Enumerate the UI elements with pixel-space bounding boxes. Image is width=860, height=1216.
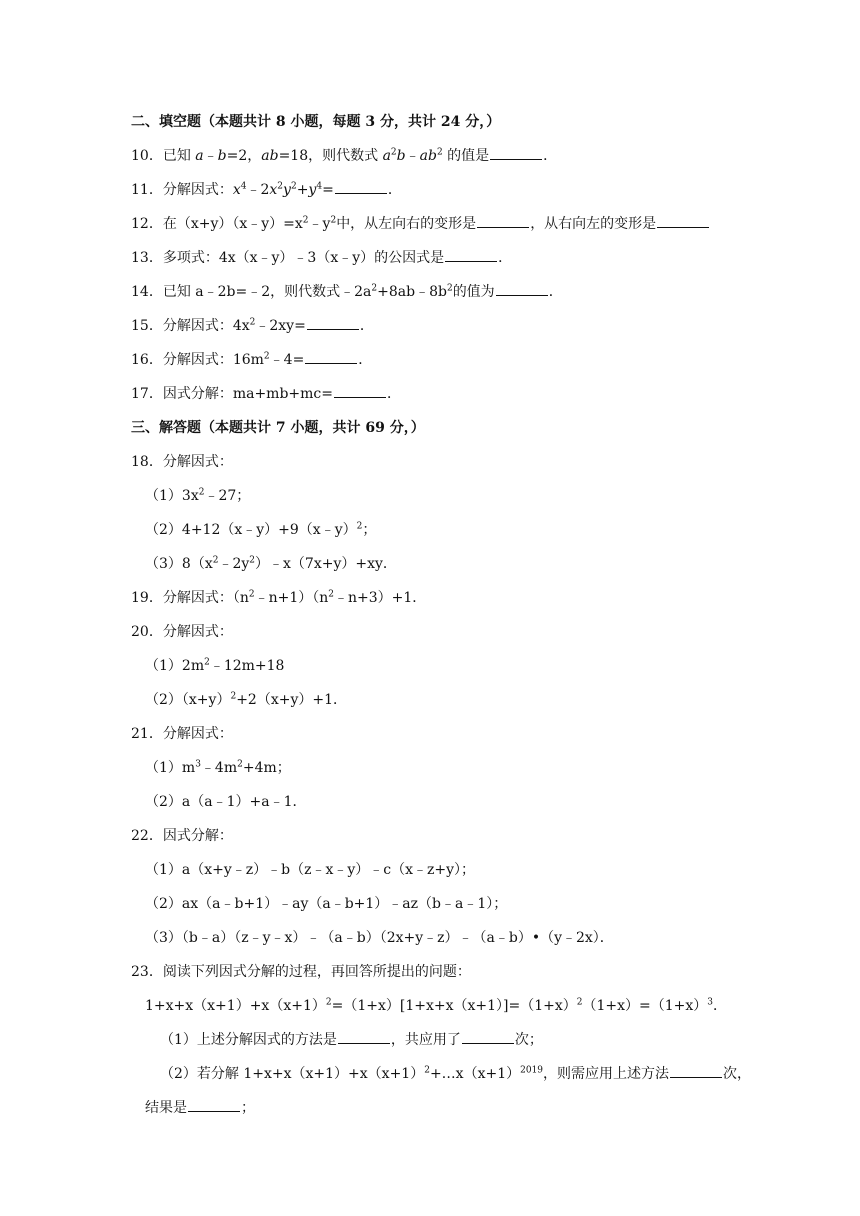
question-23-part-2-result: 结果是 ； (145, 1100, 255, 1116)
answer-blank[interactable] (462, 1031, 514, 1044)
question-16: 16．分解因式：$16m^2﹣4=$ ． (131, 351, 373, 368)
answer-blank[interactable] (670, 1065, 722, 1078)
question-12: 12．在$(x+y)(x﹣y)=x^2﹣y^2$中，从左向右的变形是 ，从右向左的变形是 (131, 214, 860, 234)
question-18: 18．分解因式： (131, 454, 233, 470)
answer-blank[interactable] (477, 215, 529, 228)
question-23-expression: $1+x+x(x+1)+x(x+1)^2=(1+x)[1+x+x(x+1)]=(1+x)^2(1+x)=(1+x)^3$． (145, 997, 728, 1014)
question-21-part-1: $(1)m^3﹣4m^2+4m$； (145, 759, 291, 776)
question-18-part-2: （2）4+12（x﹣y）+9（x﹣y）$^2$； (145, 521, 377, 538)
question-22: 22．因式分解： (131, 828, 233, 844)
question-18-part-1: $(1)3x^2﹣27$； (145, 487, 251, 504)
answer-blank[interactable] (657, 215, 709, 228)
answer-blank[interactable] (490, 147, 542, 160)
answer-blank[interactable] (335, 181, 387, 194)
question-20: 20．分解因式： (131, 624, 233, 640)
question-23-part-2: （2）若分解 $1+x+x(x+1)+x(x+1)^2+\dots x(x+1)^{2019}$，则需应用上述方法 次， (160, 1065, 752, 1082)
answer-blank[interactable] (307, 317, 359, 330)
question-15: 15．分解因式：$4x^2﹣2xy=$ ． (131, 317, 374, 334)
section-2-title: 二、填空题（本题共计 8 小题，每题 3 分，共计 24 分，） (131, 114, 501, 130)
answer-blank[interactable] (305, 351, 357, 364)
question-21: 21．分解因式： (131, 726, 233, 742)
question-18-part-3: $(3)8(x^2﹣2y^2)﹣x(7x+y)+xy$． (145, 555, 397, 572)
question-20-part-2: $(2)(x+y)^2+2(x+y)+1$． (145, 691, 347, 708)
question-23: 23．阅读下列因式分解的过程，再回答所提出的问题： (131, 964, 471, 980)
question-21-part-2: （2）a（a﹣1）+a﹣1． (145, 794, 307, 810)
question-13: 13．多项式：4x（x﹣y）﹣3（x﹣y）的公因式是 ． (131, 250, 513, 266)
question-19: 19．分解因式：$(n^2﹣n+1)(n^2﹣n+3)+1$． (131, 589, 427, 606)
answer-blank[interactable] (188, 1099, 240, 1112)
answer-blank[interactable] (338, 1031, 390, 1044)
answer-blank[interactable] (496, 283, 548, 296)
question-17: 17．因式分解：ma+mb+mc= ． (131, 386, 401, 402)
answer-blank[interactable] (445, 249, 497, 262)
question-22-part-3: （3）（b﹣a）（z﹣y﹣x）﹣（a﹣b）（2x+y﹣z）﹣（a﹣b）•（y﹣2x）． (145, 930, 614, 946)
question-22-part-1: （1）a（x+y﹣z）﹣b（z﹣x﹣y）﹣c（x﹣z+y）； (145, 862, 476, 878)
section-3-title: 三、解答题（本题共计 7 小题，共计 69 分，） (131, 420, 425, 436)
answer-blank[interactable] (334, 385, 386, 398)
question-20-part-1: $(1)2m^2﹣12m+18$ (145, 657, 285, 674)
question-10: 10．已知 a﹣b=2，ab=18，则代数式 $a^2b﹣ab^2$ 的值是 ． (131, 147, 558, 164)
question-11: 11．分解因式：$x^4﹣2x^2y^2+y^4=$ ． (131, 181, 402, 198)
question-14: 14．已知 a﹣2b=﹣2，则代数式$﹣2a^2+8ab﹣8b^2$的值为 ． (131, 283, 563, 300)
question-22-part-2: （2）ax（a﹣b+1）﹣ay（a﹣b+1）﹣az（b﹣a﹣1）； (145, 896, 508, 912)
question-23-part-1: （1）上述分解因式的方法是 ，共应用了 次； (160, 1032, 543, 1048)
